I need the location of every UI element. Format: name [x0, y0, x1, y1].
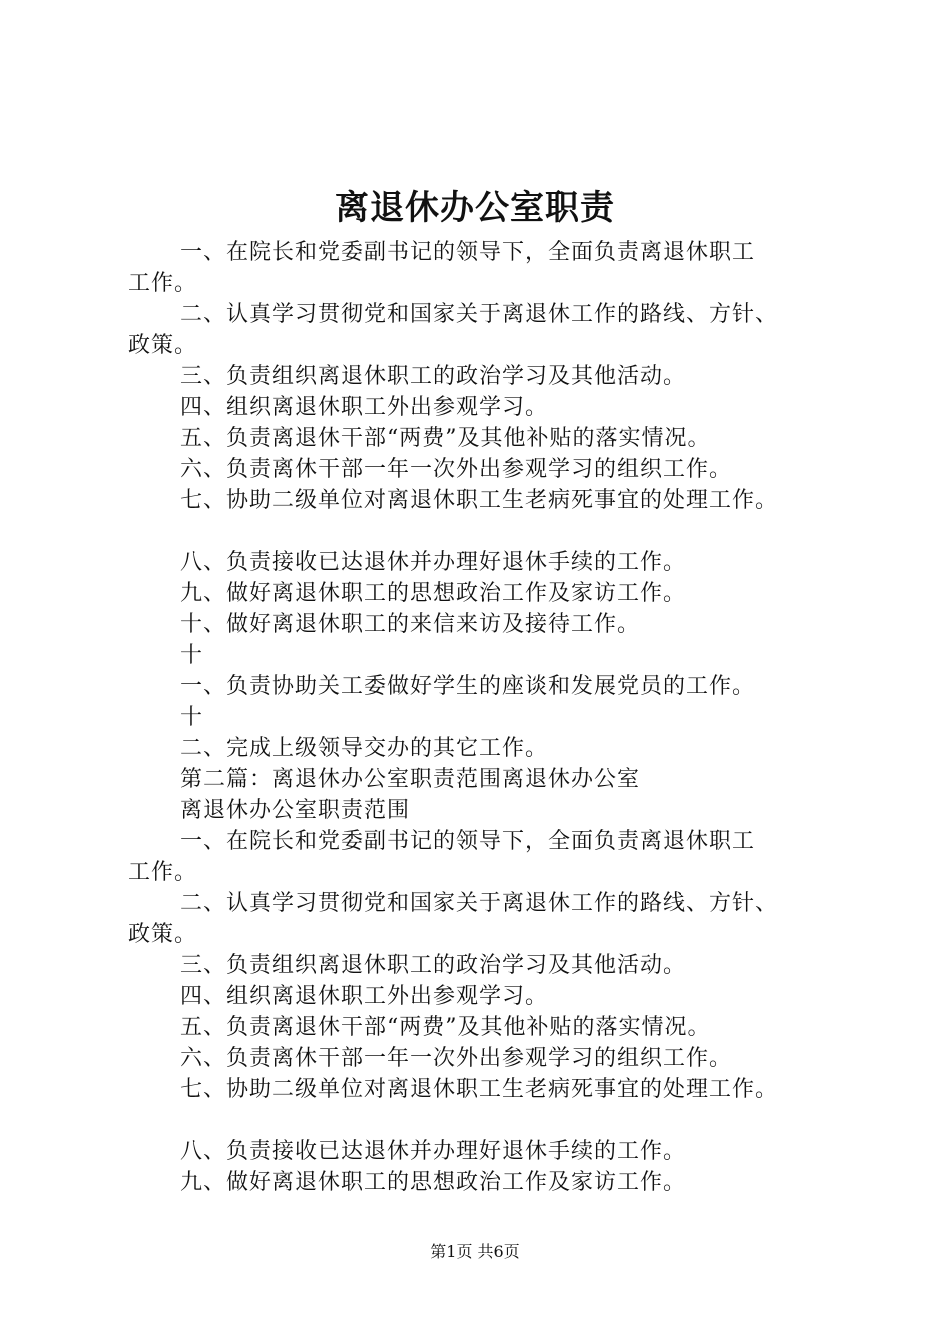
- page-footer: 第1页 共6页: [430, 1242, 520, 1261]
- paragraph-line: 七、协助二级单位对离退休职工生老病死事宜的处理工作。: [180, 1077, 779, 1102]
- paragraph-line: 一、在院长和党委副书记的领导下，全面负责离退休职工: [180, 829, 756, 854]
- paragraph-line: 七、协助二级单位对离退休职工生老病死事宜的处理工作。: [180, 488, 779, 513]
- paragraph-line: 十: [180, 643, 204, 668]
- paragraph-line: 九、做好离退休职工的思想政治工作及家访工作。: [180, 581, 687, 606]
- paragraph-line: 十、做好离退休职工的来信来访及接待工作。: [180, 612, 641, 637]
- paragraph-line: 四、组织离退休职工外出参观学习。: [180, 395, 549, 420]
- paragraph-line: 五、负责离退休干部“两费”及其他补贴的落实情况。: [180, 426, 711, 451]
- paragraph-line: 工作。: [128, 860, 198, 885]
- paragraph-line: 六、负责离休干部一年一次外出参观学习的组织工作。: [180, 1046, 733, 1071]
- page-title: 离退休办公室职责: [335, 188, 615, 228]
- paragraph-line: 五、负责离退休干部“两费”及其他补贴的落实情况。: [180, 1015, 711, 1040]
- paragraph-line: 工作。: [128, 271, 198, 296]
- paragraph-line: 一、在院长和党委副书记的领导下，全面负责离退休职工: [180, 240, 756, 265]
- document-body: [128, 237, 858, 1198]
- blank-line: [128, 1105, 858, 1136]
- paragraph-line: 二、认真学习贯彻党和国家关于离退休工作的路线、方针、: [180, 302, 779, 327]
- paragraph-line: 四、组织离退休职工外出参观学习。: [180, 984, 549, 1009]
- paragraph-line: 第二篇：离退休办公室职责范围离退休办公室: [180, 767, 641, 792]
- paragraph-line: 二、认真学习贯彻党和国家关于离退休工作的路线、方针、: [180, 891, 779, 916]
- paragraph-line: 八、负责接收已达退休并办理好退休手续的工作。: [180, 1139, 687, 1164]
- paragraph-line: 政策。: [128, 333, 198, 358]
- paragraph-line: 九、做好离退休职工的思想政治工作及家访工作。: [180, 1170, 687, 1195]
- paragraph-line: 八、负责接收已达退休并办理好退休手续的工作。: [180, 550, 687, 575]
- paragraph-line: 十: [180, 705, 204, 730]
- paragraph-line: 离退休办公室职责范围: [180, 798, 411, 823]
- paragraph-line: 政策。: [128, 922, 198, 947]
- paragraph-line: 三、负责组织离退休职工的政治学习及其他活动。: [180, 953, 687, 978]
- paragraph-line: 一、负责协助关工委做好学生的座谈和发展党员的工作。: [180, 674, 756, 699]
- paragraph-line: 六、负责离休干部一年一次外出参观学习的组织工作。: [180, 457, 733, 482]
- blank-line: [128, 516, 858, 547]
- paragraph-line: 三、负责组织离退休职工的政治学习及其他活动。: [180, 364, 687, 389]
- paragraph-line: 二、完成上级领导交办的其它工作。: [180, 736, 549, 761]
